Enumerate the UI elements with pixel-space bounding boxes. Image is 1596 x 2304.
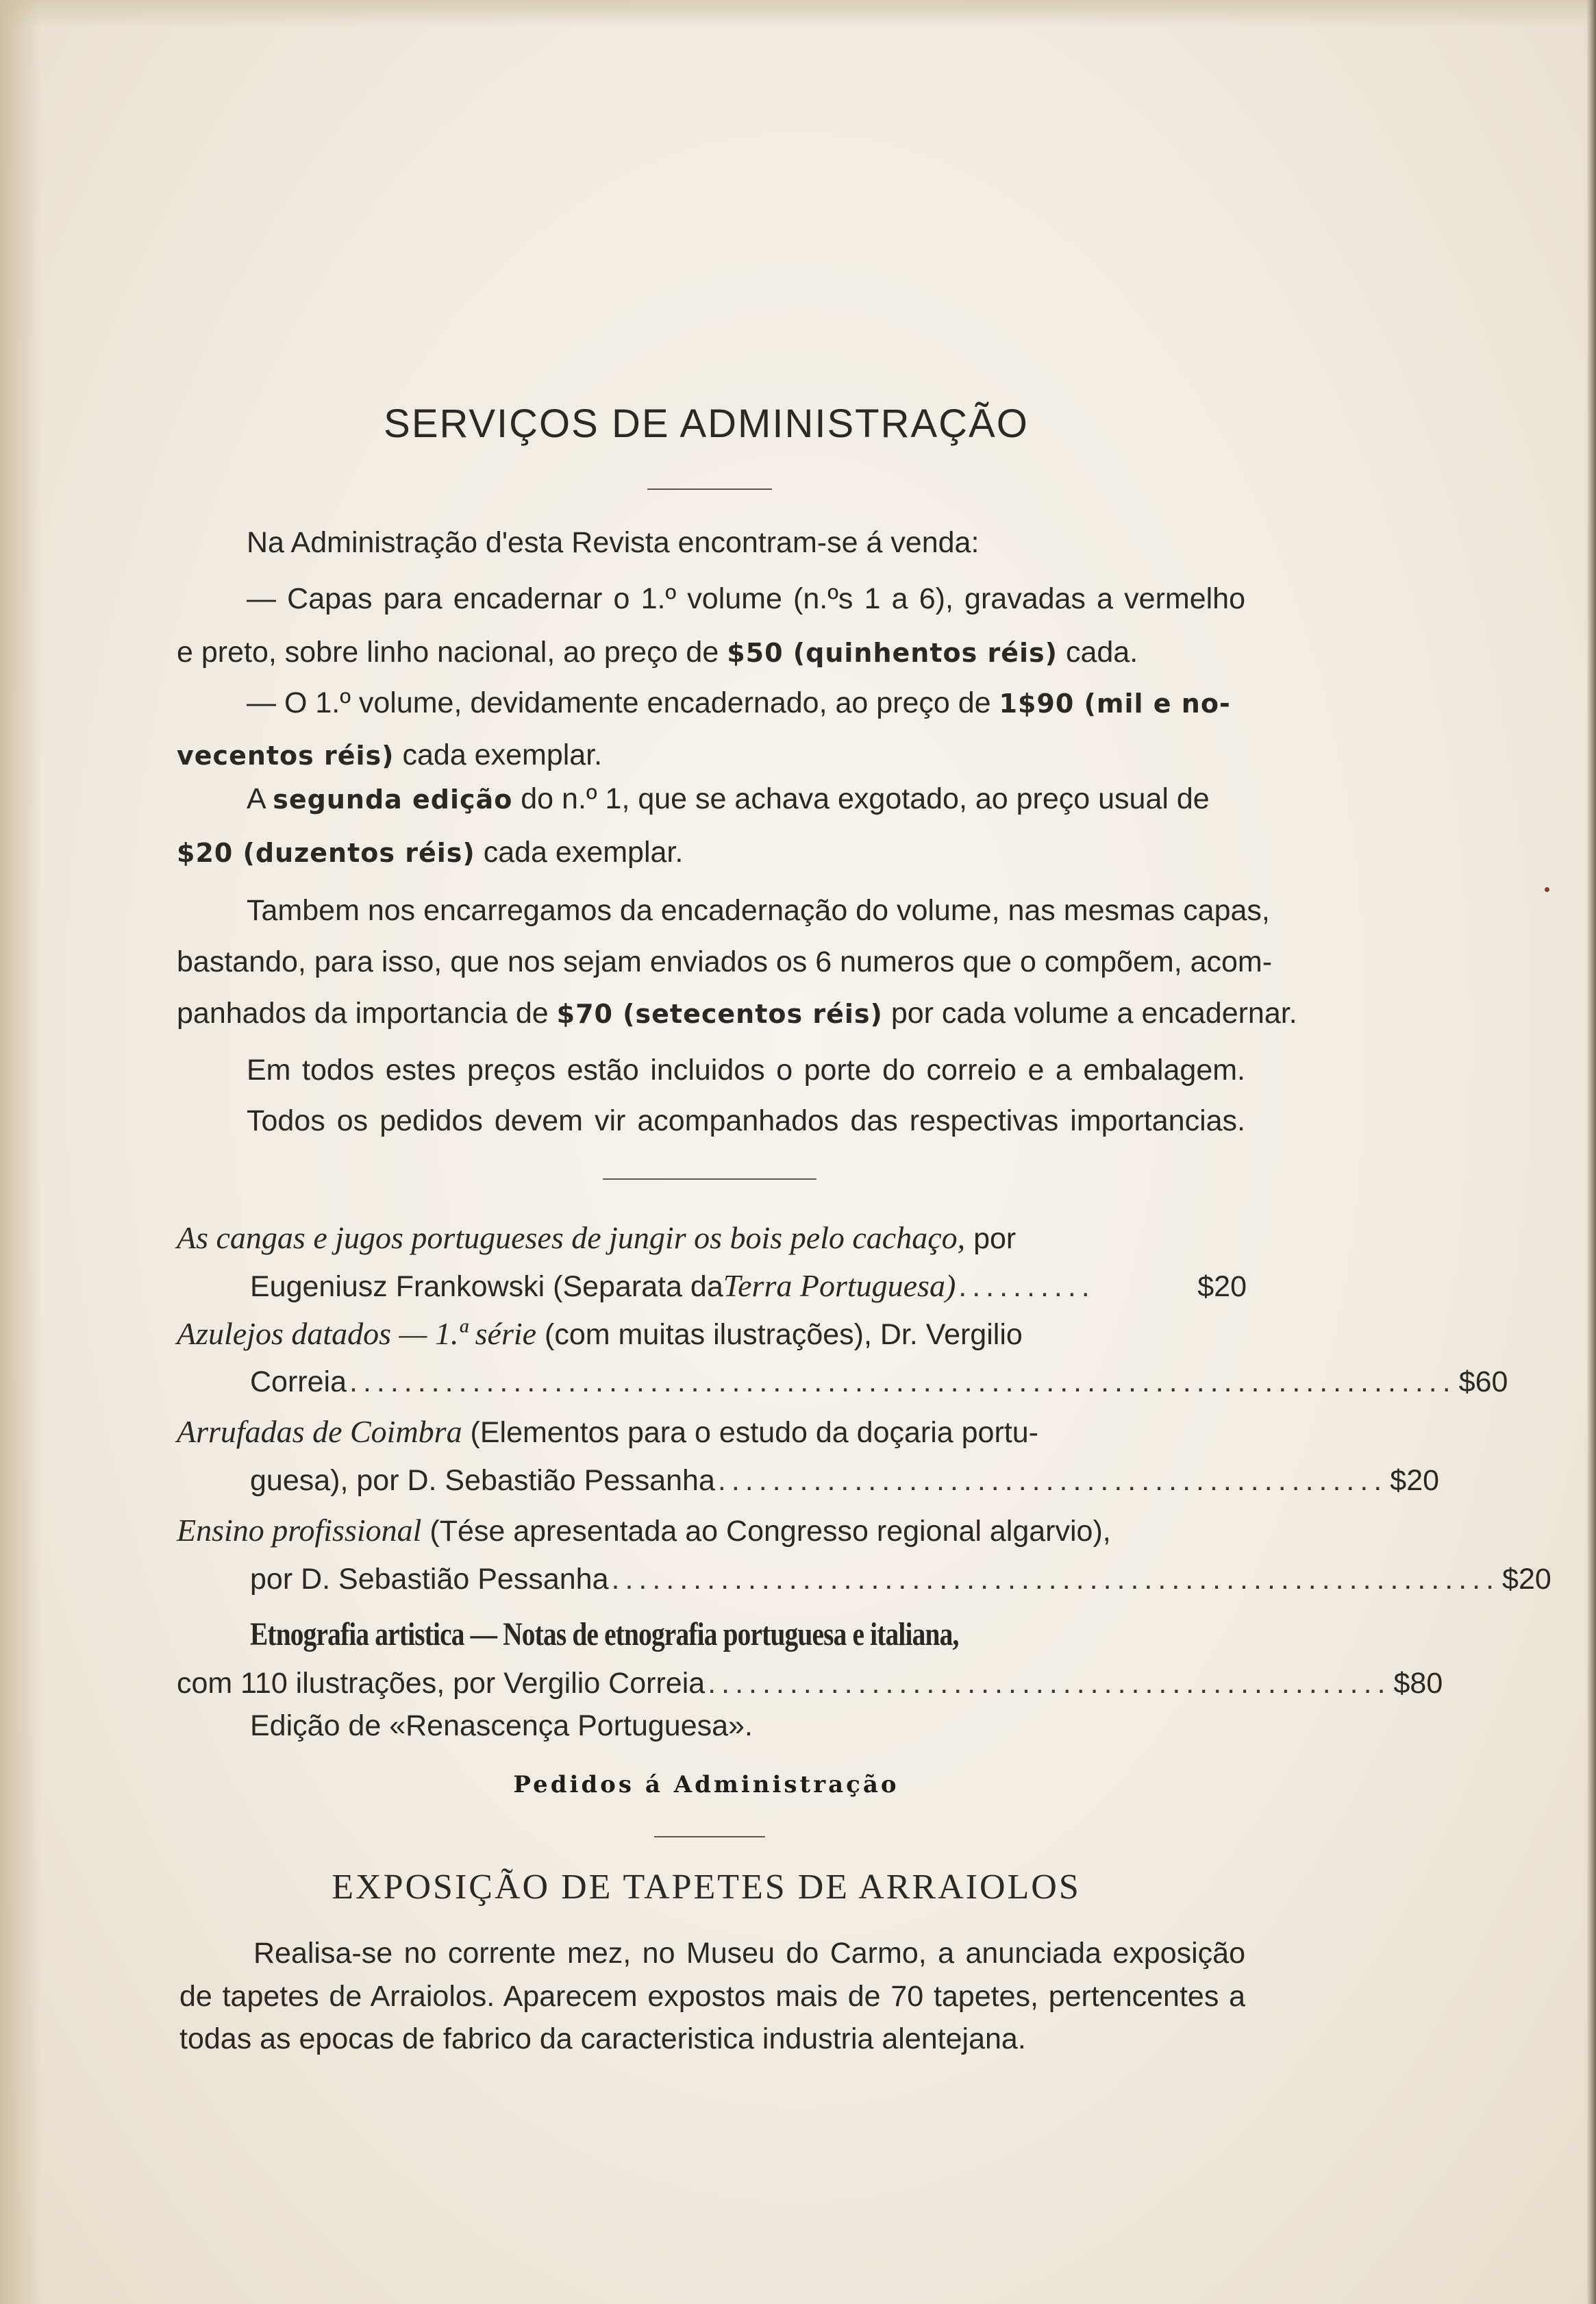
entry3-title-rest: (Elementos para o estudo da doçaria portu- [462,1416,1038,1449]
feature-title-line [250,1615,1310,1653]
catalogue-divider [654,1836,765,1837]
entry2-title-italic: Azulejos datados — 1.ª série [177,1316,537,1351]
item3-line1-a: A [247,782,273,815]
entry4-author: por D. Sebastião Pessanha [250,1563,609,1596]
item4-line3-a: panhados da importancia de [177,997,557,1030]
page-edge-right [1586,0,1596,2304]
entry1-title-rest: por [965,1222,1017,1255]
item2-price-part1: 1$90 (mil e no- [999,689,1231,719]
item3-line1 [247,782,1210,816]
item3-bold: segunda edição [273,784,513,815]
entry4-price: $20 [1502,1563,1551,1596]
entry3-title-italic: Arrufadas de Coimbra [177,1414,462,1449]
entry2-price: $60 [1458,1365,1508,1398]
entry4-title-rest: (Tése apresentada ao Congresso regional algarvio), [421,1515,1111,1548]
entry4-leader-dots: ................................................................. [611,1563,1500,1596]
item3-price: $20 (duzentos réis) [177,838,475,868]
item1-line2-end: cada. [1058,636,1138,669]
item1-price: $50 (quinhentos réis) [727,638,1058,668]
item4-line2: bastando, para isso, que nos sejam enviados os 6 numeros que o compõem, acom- [177,945,1273,978]
feature-title: Etnografia artistica — Notas de etnografia portuguesa e italiana, [250,1616,959,1652]
section-divider [603,1178,816,1180]
exposicao-line2: de tapetes de Arraiolos. Aparecem expostos mais de 70 tapetes, pertencentes a [179,1980,1245,2013]
catalogue-entry-3-line2 [250,1464,1440,1498]
item2-line1-text: — O 1.º volume, devidamente encadernado, ao preço de [247,686,999,719]
feature-publisher: Edição de «Renascença Portuguesa». [250,1709,753,1742]
item2-line2-end: cada exemplar. [394,739,603,771]
orders-note: Pedidos á Administração [513,1771,899,1798]
feature-line2 [177,1667,1443,1700]
catalogue-entry-4-line2 [250,1563,1551,1596]
catalogue-entry-2-title [177,1315,1237,1352]
item3-line2-end: cada exemplar. [475,836,684,869]
entry1-title-italic: As cangas e jugos portugueses de jungir os bois pelo cachaço, [177,1220,966,1255]
item5-line2: Todos os pedidos devem vir acompanhados das respectivas importancias. [247,1104,1245,1137]
ink-speck [1545,887,1549,892]
entry3-author: guesa), por D. Sebastião Pessanha [250,1464,715,1497]
intro-paragraph: Na Administração d'esta Revista encontram-se á venda: [247,526,980,559]
catalogue-entry-1-title [177,1219,1237,1256]
entry1-price: $20 [1197,1270,1247,1303]
item4-line3-b: por cada volume a encadernar. [882,997,1297,1030]
entry3-price: $20 [1390,1464,1440,1497]
entry2-author: Correia [250,1365,347,1398]
feature-details: com 110 ilustrações, por Vergilio Correia [177,1667,706,1700]
item1-line1: — Capas para encadernar o 1.º volume (n.ºs 1 a 6), gravadas a vermelho [247,582,1245,615]
item4-line3 [177,997,1297,1030]
feature-price: $80 [1393,1667,1443,1700]
entry1-source: Terra Portuguesa) [723,1268,956,1303]
entry1-author: Eugeniusz Frankowski (Separata da [250,1270,723,1303]
entry2-leader-dots: ................................................................................. [349,1365,1456,1398]
catalogue-entry-1-line2 [250,1267,1247,1304]
title-divider [647,488,772,490]
page-edge-top [0,0,1596,27]
entry2-title-rest: (com muitas ilustrações), Dr. Vergilio [536,1318,1023,1351]
item4-price: $70 (setecentos réis) [556,999,883,1029]
section-title-servicos: SERVIÇOS DE ADMINISTRAÇÃO [384,401,1029,446]
item2-price-part2: vecentos réis) [177,741,395,771]
item2-line1 [247,686,1231,720]
entry4-title-italic: Ensino profissional [177,1513,422,1548]
feature-leader-dots: .................................................. [708,1667,1391,1700]
entry1-leader-dots: .......... [958,1270,1095,1303]
item4-line1: Tambem nos encarregamos da encadernação do volume, nas mesmas capas, [247,894,1270,927]
catalogue-entry-3-title [177,1413,1237,1450]
item3-line2 [177,836,683,869]
entry3-leader-dots: ................................................. [717,1464,1388,1497]
page-edge-left [0,0,41,2304]
item3-line1-b: do n.º 1, que se achava exgotado, ao preço usual de [512,782,1210,815]
item1-line2 [177,636,1138,669]
item5-line1: Em todos estes preços estão incluidos o porte do correio e a embalagem. [247,1054,1245,1087]
catalogue-entry-4-title [177,1512,1237,1548]
catalogue-entry-2-line2 [250,1365,1508,1399]
section-title-exposicao: EXPOSIÇÃO DE TAPETES DE ARRAIOLOS [332,1868,1081,1907]
item1-line2-text: e preto, sobre linho nacional, ao preço de [177,636,727,669]
item2-line2 [177,739,602,772]
exposicao-line3: todas as epocas de fabrico da caracteristica industria alentejana. [179,2022,1026,2055]
exposicao-line1: Realisa-se no corrente mez, no Museu do Carmo, a anunciada exposição [253,1937,1245,1970]
